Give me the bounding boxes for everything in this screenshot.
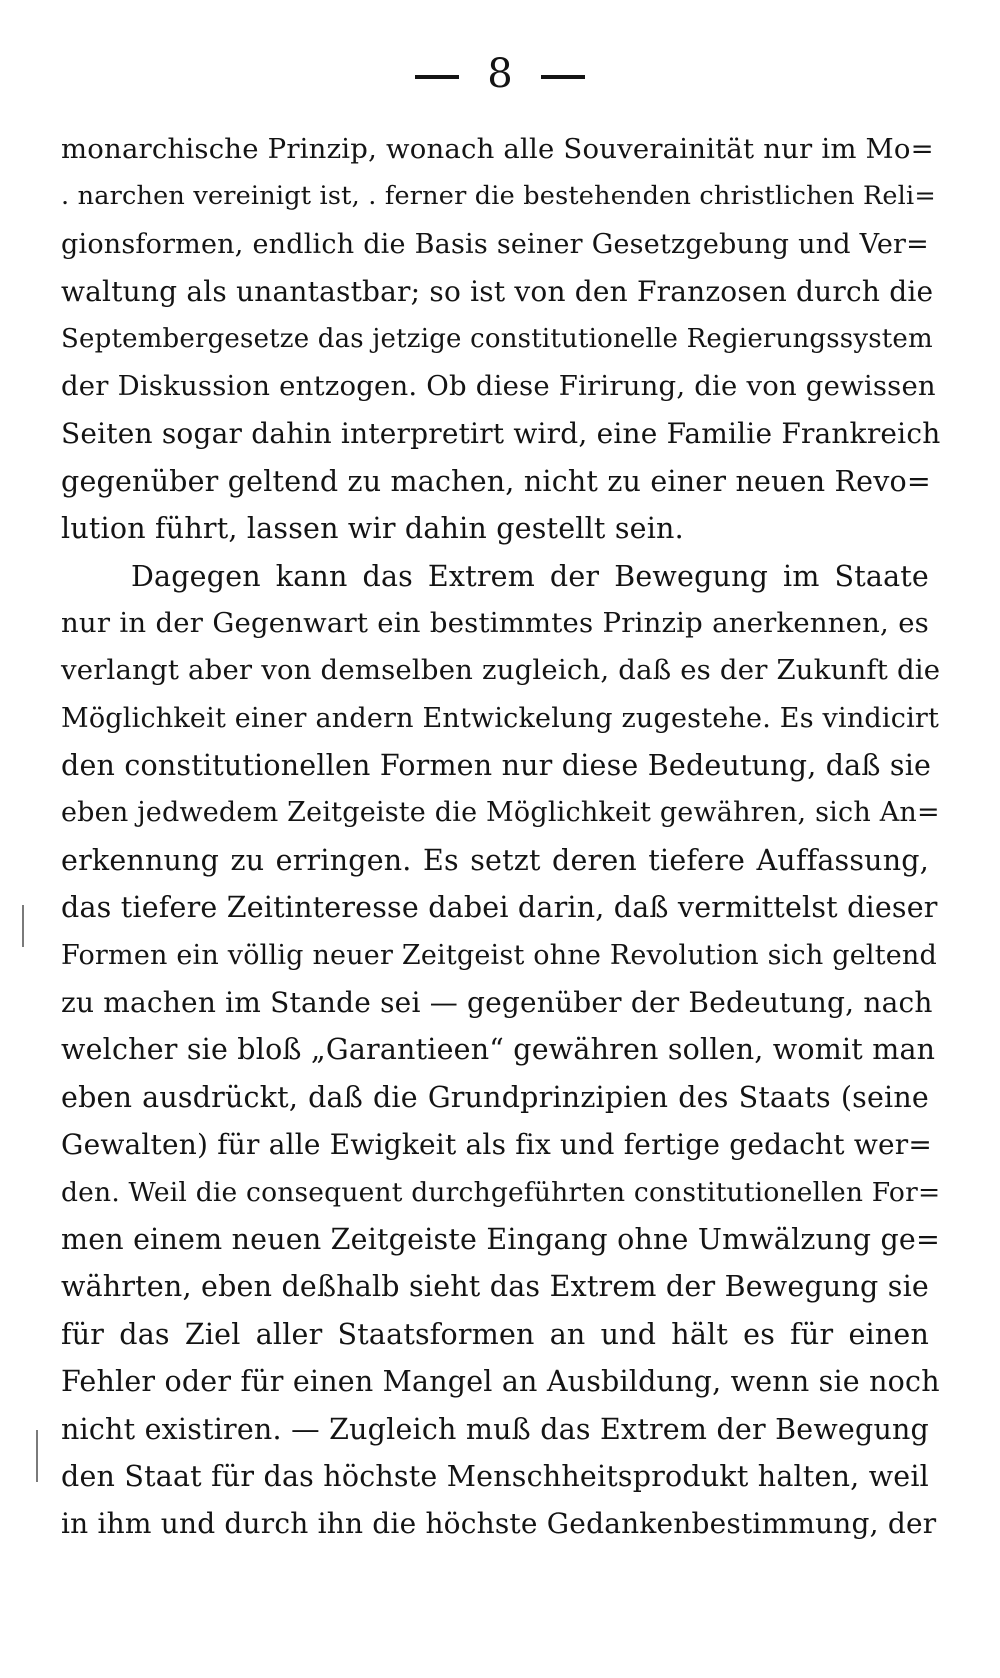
text-line: nicht existiren. — Zugleich muß das Extrem der Bewegung <box>61 1412 929 1446</box>
text-line: . narchen vereinigt ist, . ferner die bestehenden christlichen Reli= <box>61 181 936 212</box>
text-line: men einem neuen Zeitgeiste Eingang ohne Umwälzung ge= <box>61 1222 941 1256</box>
margin-mark <box>36 1430 38 1482</box>
text-line: gegenüber geltend zu machen, nicht zu einer neuen Revo= <box>61 464 931 498</box>
margin-mark <box>22 905 24 947</box>
text-line: lution führt, lassen wir dahin gestellt sein. <box>61 512 684 546</box>
text-line: für das Ziel aller Staatsformen an und hält es für einen <box>61 1317 929 1351</box>
text-line: welcher sie bloß „Garantieen“ gewähren sollen, womit man <box>61 1033 936 1067</box>
text-line-indented: Dagegen kann das Extrem der Bewegung im Staate <box>131 559 929 593</box>
text-line: Gewalten) für alle Ewigkeit als fix und fertige gedacht wer= <box>61 1128 933 1162</box>
text-line: das tiefere Zeitinteresse dabei darin, daß vermittelst dieser <box>61 891 938 925</box>
text-line: Septembergesetze das jetzige constitutionelle Regierungssystem <box>61 323 933 354</box>
text-line: Seiten sogar dahin interpretirt wird, eine Familie Frankreich <box>61 417 941 451</box>
text-line: den constitutionellen Formen nur diese Bedeutung, daß sie <box>61 749 932 783</box>
text-line: gionsformen, endlich die Basis seiner Gesetzgebung und Ver= <box>61 228 929 260</box>
text-line: eben ausdrückt, daß die Grundprinzipien des Staats (seine <box>61 1080 929 1114</box>
page-header <box>0 44 1000 104</box>
text-line: Fehler oder für einen Mangel an Ausbildung, wenn sie noch <box>61 1365 940 1399</box>
text-line: zu machen im Stande sei — gegenüber der Bedeutung, nach <box>61 986 933 1020</box>
text-line: eben jedwedem Zeitgeiste die Möglichkeit gewähren, sich An= <box>61 797 940 829</box>
text-line: waltung als unantastbar; so ist von den Franzosen durch die <box>61 275 934 309</box>
text-line: Möglichkeit einer andern Entwickelung zugestehe. Es vindicirt <box>61 702 940 734</box>
text-line: verlangt aber von demselben zugleich, daß es der Zukunft die <box>61 654 941 687</box>
text-line: monarchische Prinzip, wonach alle Souverainität nur im Mo= <box>61 133 934 165</box>
text-line: währten, eben deßhalb sieht das Extrem der Bewegung sie <box>61 1270 929 1304</box>
body-text <box>61 126 941 1548</box>
text-line: den. Weil die consequent durchgeführten constitutionellen For= <box>61 1176 941 1208</box>
page-number: 8 <box>487 51 513 97</box>
text-line: Formen ein völlig neuer Zeitgeist ohne Revolution sich geltend <box>61 939 938 971</box>
text-line: in ihm und durch ihn die höchste Gedankenbestimmung, der <box>61 1507 937 1541</box>
text-line: der Diskussion entzogen. Ob diese Firirung, die von gewissen <box>61 369 936 402</box>
header-right-dash <box>541 75 585 79</box>
text-line: nur in der Gegenwart ein bestimmtes Prinzip anerkennen, es <box>61 606 929 639</box>
text-line: erkennung zu erringen. Es setzt deren tiefere Auffassung, <box>61 843 929 877</box>
header-left-dash <box>415 75 459 79</box>
text-line: den Staat für das höchste Menschheitsprodukt halten, weil <box>61 1459 929 1493</box>
